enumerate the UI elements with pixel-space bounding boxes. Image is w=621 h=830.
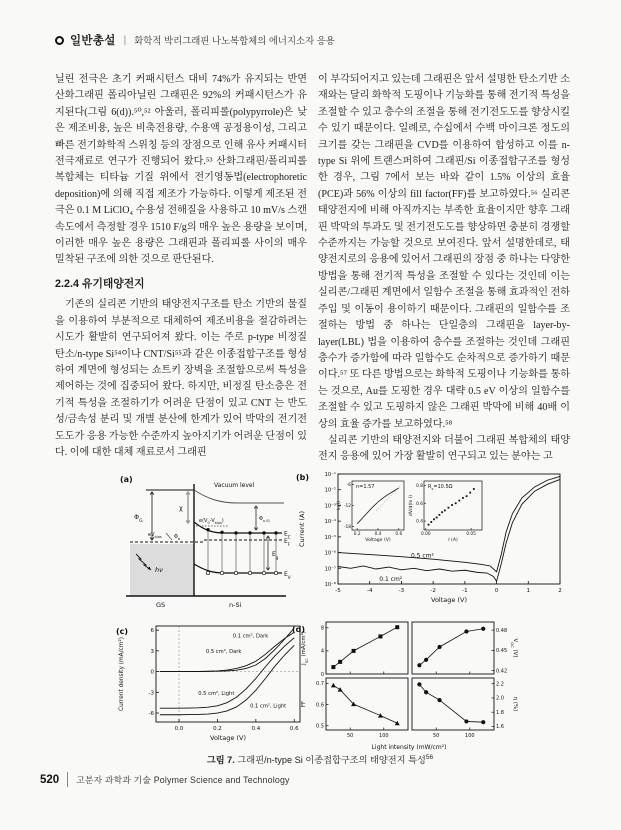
svg-text:-3: -3	[398, 588, 405, 594]
journal-name-ko: 고분자 과학과 기술	[76, 775, 152, 785]
svg-text:(c): (c)	[116, 627, 129, 636]
svg-text:Light intensity (mW/cm²): Light intensity (mW/cm²)	[371, 744, 447, 751]
figure-panel-c-jv-plot	[114, 620, 314, 752]
svg-text:3: 3	[150, 648, 154, 655]
svg-text:-1: -1	[462, 588, 468, 594]
svg-text:0.4: 0.4	[251, 726, 261, 732]
svg-text:10⁻¹: 10⁻¹	[324, 472, 336, 478]
footer-divider	[67, 772, 68, 787]
svg-text:10⁻⁴: 10⁻⁴	[324, 519, 336, 526]
svg-text:ln(I): ln(I)	[337, 500, 342, 511]
svg-text:hν: hν	[155, 566, 163, 574]
svg-text:n-Si: n-Si	[229, 601, 242, 609]
paragraph-graphene-si: 이 부각되어지고 있는데 그래핀은 앞서 설명한 탄소기반 소재와는 달리 화학적 도핑이나 기능화를 통해 전기적 특성을 조절할 수 있고 층수의 조절을 통해 전기전도도를 향상시킬 수 있기 때문이다. 일례로, 수십에서 수백 마이크론 정도의 크기를 갖는 그래핀을 CVD를 이용하여 합성하고 이를 n-type Si 위에 트랜스퍼하여 그래핀/Si 이종접합구조를 형성한 경우, 그림 7에서 보는 바와 같이 1.5% 이상의 효율(PCE)과 56% 이상의 fill factor(FF)를 보고하였다.⁵⁶ 실리콘 태양전지에 비해 아직까지는 부족한 효율이지만 향후 그래핀 박막의 투과도 및 전기전도도를 향상하면 충분히 경쟁할 수준까지는 가능할 것으로 보여진다. 앞서 설명한데로, 태양전지로의 응용에 있어서 그래핀의 장점 중 하나는 다양한 방법을 통해 전기적 특성을 조절할 수 있다는 것인데 이는 실리콘/그래핀 계면에서 일함수 조절을 통해 효과적인 전하주입 및 이동이 용이하기 때문이다. 그래핀의 일함수를 조절하는 방법 중 하나는 단일층의 그래핀을 layer-by-layer(LBL) 법을 이용하여 층수를 조절하는 것인데 그래핀 층수가 증가함에 따라 일함수도 순차적으로 증가하기 때문이다.⁵⁷ 또 다른 방법으로는 화학적 도핑이나 기능화를 통하는 것으로, Au를 도핑한 경우 대략 0.5 eV 이상의 일함수를 조절할 수 있고 도핑하지 않은 그래핀 박막에 비해 40배 이상의 효율 증가를 보고하였다.⁵⁸	[318, 74, 570, 430]
svg-text:Φn-Si: $\Phi_{n-Si}$	[259, 516, 270, 523]
journal-name	[76, 773, 289, 786]
svg-text:Vacuum level: Vacuum level	[214, 482, 255, 489]
svg-text:0.8: 0.8	[416, 484, 423, 490]
svg-text:(b): (b)	[296, 473, 310, 482]
svg-text:50: 50	[433, 733, 440, 739]
svg-text:0.2: 0.2	[213, 726, 222, 732]
svg-text:Voltage (V): Voltage (V)	[210, 734, 246, 742]
svg-text:-6: -6	[346, 483, 351, 489]
svg-text:10⁻⁵: 10⁻⁵	[324, 534, 336, 541]
svg-text:100: 100	[379, 733, 389, 739]
svg-text:Eg: $E_g$	[272, 551, 279, 560]
svg-text:1.6: 1.6	[496, 724, 504, 731]
svg-text:6: 6	[150, 628, 154, 635]
journal-name-en: Polymer Science and Technology	[153, 775, 290, 785]
svg-text:0.7: 0.7	[316, 681, 324, 688]
svg-text:0.5 cm²: 0.5 cm²	[410, 552, 434, 560]
svg-text:4: 4	[320, 648, 324, 655]
paragraph-solar-intro: 기존의 실리콘 기반의 태양전지구조를 탄소 기반의 물질을 이용하여 부분적으로 대체하여 제조비용을 절감하려는 시도가 활발히 연구되어져 왔다. 이는 주로 p-type 비정질 탄소/n-type Si⁵⁴이나 CNT/Si⁵⁵과 같은 이종접합구조를 형성하여 계면에 형성되는 쇼트키 장벽을 조절함으로써 특성을 제어하는 것에 집중되어 왔다. 하지만, 비정질 탄소층은 전기적 특성을 조절하기가 어려운 단점이 있고 CNT 는 반도성/금속성 분리 및 개별 분산에 한계가 있어 박막의 전기전도도가 응용 가능한 수준까지 높아지기가 어려운 단점이 있다. 이에 대한 대체 재료로서 그래핀	[55, 299, 307, 458]
svg-text:10⁻³: 10⁻³	[324, 503, 336, 510]
figure-caption-label: 그림 7.	[206, 755, 235, 765]
svg-text:n=1.57: n=1.57	[356, 484, 375, 490]
section-label: 일반총설	[70, 35, 116, 47]
svg-text:0.1 cm²: 0.1 cm²	[379, 575, 403, 583]
svg-text:2: 2	[558, 588, 562, 594]
svg-text:-2: -2	[430, 588, 436, 594]
svg-text:8: 8	[320, 625, 324, 632]
svg-text:-4: -4	[366, 588, 373, 594]
right-column	[318, 72, 570, 466]
svg-text:dV/d(ln I): dV/d(ln I)	[409, 494, 414, 517]
svg-text:1: 1	[526, 588, 531, 594]
svg-text:I (A): I (A)	[448, 538, 458, 543]
svg-text:-12: -12	[343, 504, 351, 510]
section-bullet-icon	[55, 36, 64, 45]
svg-text:η (%): η (%)	[512, 696, 518, 712]
svg-text:0.0: 0.0	[174, 726, 184, 732]
svg-text:0.5: 0.5	[316, 723, 324, 730]
svg-text:0.5 cm², Dark: 0.5 cm², Dark	[205, 648, 242, 655]
page-number: 520	[40, 773, 60, 786]
svg-text:-3: -3	[148, 690, 154, 697]
svg-text:0.1 cm², Dark: 0.1 cm², Dark	[232, 633, 269, 640]
svg-text:0.45: 0.45	[496, 648, 508, 655]
svg-text:Φb: $\Phi_b$	[174, 534, 181, 541]
figure-caption-text: 그래핀/n-type Si 이종접합구조의 태양전지 특성	[234, 755, 426, 765]
svg-text:10⁻⁷: 10⁻⁷	[324, 566, 336, 573]
svg-text:0.2: 0.2	[353, 532, 361, 537]
svg-text:(d): (d)	[292, 625, 306, 634]
svg-text:10⁻²: 10⁻²	[324, 487, 336, 494]
svg-text:0.6: 0.6	[316, 702, 324, 709]
header-divider: |	[123, 34, 127, 46]
page-footer	[40, 772, 290, 787]
paragraph-composite-solar: 실리콘 기반의 태양전지와 더불어 그래핀 복합체의 태양전지 응용에 있어 가장 활발히 연구되고 있는 분야는 고	[318, 434, 570, 463]
svg-text:-5: -5	[335, 588, 341, 594]
left-column	[55, 72, 307, 466]
svg-text:Voltage (V): Voltage (V)	[365, 538, 391, 543]
svg-text:ΦG: $\Phi_G$	[134, 513, 143, 524]
svg-text:10⁻⁸: 10⁻⁸	[324, 582, 336, 588]
figure-panel-b-iv-semilog-plot	[294, 468, 572, 618]
svg-text:1.8: 1.8	[496, 709, 504, 716]
svg-text:0.4: 0.4	[374, 532, 382, 537]
svg-text:0.48: 0.48	[496, 627, 508, 634]
svg-text:FF: FF	[301, 700, 307, 708]
svg-text:EF: $E_F$	[284, 538, 291, 547]
svg-text:0: 0	[320, 671, 324, 678]
svg-text:10⁻⁶: 10⁻⁶	[324, 550, 336, 557]
figure-caption-ref: 56	[425, 753, 434, 761]
figure-panel-d-parameter-grid	[289, 618, 542, 753]
svg-text:0: 0	[494, 588, 499, 594]
svg-text:Current density (mA/cm²): Current density (mA/cm²)	[119, 637, 125, 711]
svg-text:0.42: 0.42	[496, 668, 508, 675]
svg-text:Rs=10.5Ω: $R_s=10.5\Omega$	[428, 484, 453, 491]
svg-text:VOC (V): $V_{OC}$ (V)	[510, 638, 518, 658]
svg-text:JSC (mA/cm²): $J_{SC}$ (mA/cm²)	[301, 631, 309, 665]
svg-text:(a): (a)	[120, 475, 133, 484]
svg-text:EV: $E_V$	[284, 571, 291, 580]
page-header	[55, 32, 335, 48]
svg-text:eVbias: $eV_{bias}$	[148, 532, 162, 539]
svg-text:GS: GS	[156, 601, 166, 609]
figure-caption	[40, 752, 600, 766]
svg-text:e(V0-Vbias): $e(V_0-V_{bias})$	[199, 518, 224, 525]
figure-panel-a-band-diagram	[116, 470, 294, 618]
svg-text:100: 100	[465, 733, 475, 739]
figure-7	[0, 468, 621, 768]
paragraph-capacitor: 닐린 전극은 초기 커패시턴스 대비 74%가 유지되는 반면 산화그래핀 폴리아닐린 그래핀은 92%의 커패시턴스가 유지된다(그림 6(d)).⁵⁰,⁵² 아울러, 폴리피롤(polypyrrole)은 낮은 제조비용, 높은 비축전용량, 수용액 공정용이성, 그리고 빠른 전기화학적 스위칭 등의 장점으로 인해 유사 커패시터 전극재료로 연구가 진행되어 왔다.⁵³ 산화그래핀/폴리피롤 복합체는 티타늄 기질 위에서 전기영동법(electrophoretic deposition)에 의해 직접 제조가 가능하다. 이렇게 제조된 전극은 0.1 M LiClO₄ 수용성 전해질을 사용하고 10 mV/s 스캔속도에서 측정할 경우 1510 F/g의 매우 높은 용량을 보이며, 이러한 매우 높은 용량은 그래핀과 폴리피롤 사이의 매우 밀착된 구조에 의한 것으로 판단된다.	[55, 74, 307, 266]
svg-text:0.00: 0.00	[421, 532, 431, 537]
article-title: 화학적 박리그래핀 나노복합체의 에너지소자 응용	[134, 35, 335, 46]
svg-text:0.4: 0.4	[416, 519, 423, 525]
svg-text:0.5 cm², Light: 0.5 cm², Light	[198, 691, 235, 698]
section-heading-2-2-4: 2.2.4 유기태양전지	[55, 277, 145, 290]
svg-text:Current (A): Current (A)	[298, 511, 306, 547]
svg-text:EC: $E_C$	[284, 530, 291, 539]
svg-text:Voltage (V): Voltage (V)	[431, 596, 467, 604]
svg-text:0.1 cm², Light: 0.1 cm², Light	[250, 703, 287, 710]
svg-text:χ: χ	[179, 504, 183, 512]
svg-text:0.05: 0.05	[466, 532, 476, 537]
svg-text:2.2: 2.2	[496, 681, 504, 688]
svg-text:0.6: 0.6	[289, 726, 299, 732]
svg-text:0.6: 0.6	[416, 501, 423, 507]
svg-text:-6: -6	[148, 711, 154, 718]
svg-text:-18: -18	[343, 525, 351, 531]
svg-text:50: 50	[347, 733, 354, 739]
svg-text:0: 0	[150, 669, 154, 676]
svg-text:0.6: 0.6	[395, 532, 403, 537]
svg-text:2.0: 2.0	[496, 695, 504, 702]
